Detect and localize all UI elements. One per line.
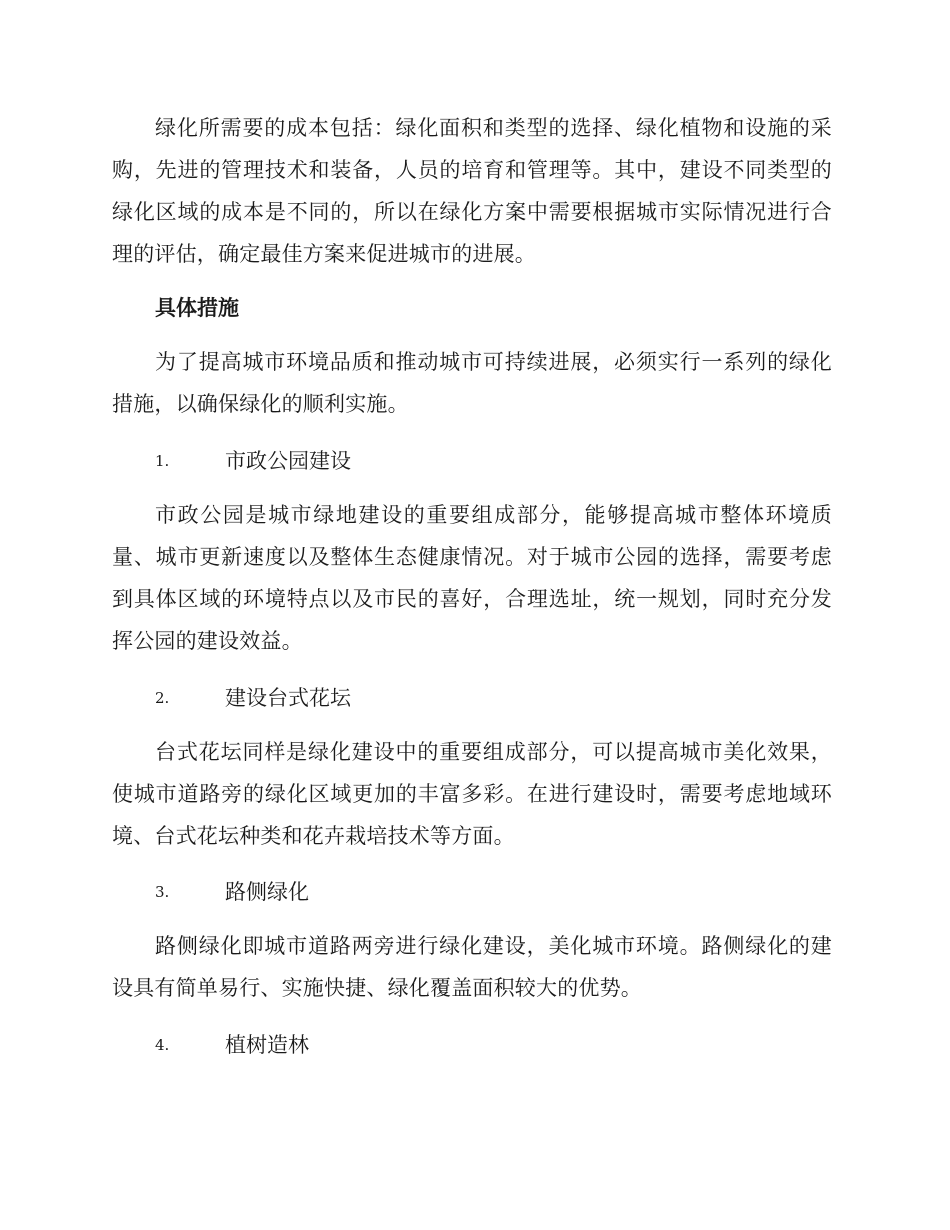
list-item-title: 市政公园建设 <box>225 449 351 473</box>
list-item-3 <box>155 877 309 907</box>
list-item-number: 1. <box>155 452 170 470</box>
intro-paragraph: 绿化所需要的成本包括：绿化面积和类型的选择、绿化植物和设施的采购，先进的管理技术和装备，人员的培育和管理等。其中，建设不同类型的绿化区域的成本是不同的，所以在绿化方案中需要根据城市实际情况进行合理的评估，确定最佳方案来促进城市的进展。 <box>112 116 832 266</box>
list-item-1 <box>155 446 351 476</box>
list-item-number: 4. <box>155 1036 170 1054</box>
list-item-title: 建设台式花坛 <box>225 686 351 710</box>
section-intro-paragraph: 为了提高城市环境品质和推动城市可持续进展，必须实行一系列的绿化措施，以确保绿化的顺利实施。 <box>112 350 832 416</box>
list-item-title: 植树造林 <box>225 1033 309 1057</box>
list-item-number: 2. <box>155 689 170 707</box>
list-item-body: 市政公园是城市绿地建设的重要组成部分，能够提高城市整体环境质量、城市更新速度以及整体生态健康情况。对于城市公园的选择，需要考虑到具体区域的环境特点以及市民的喜好，合理选址，统一规划，同时充分发挥公园的建设效益。 <box>112 503 832 653</box>
section-heading: 具体措施 <box>155 295 239 320</box>
list-item-title: 路侧绿化 <box>225 880 309 904</box>
list-item-4 <box>155 1030 309 1060</box>
list-item-body: 路侧绿化即城市道路两旁进行绿化建设，美化城市环境。路侧绿化的建设具有简单易行、实施快捷、绿化覆盖面积较大的优势。 <box>112 934 832 1000</box>
list-item-2 <box>155 683 351 713</box>
list-item-body: 台式花坛同样是绿化建设中的重要组成部分，可以提高城市美化效果，使城市道路旁的绿化区域更加的丰富多彩。在进行建设时，需要考虑地域环境、台式花坛种类和花卉栽培技术等方面。 <box>112 740 832 848</box>
list-item-number: 3. <box>155 883 170 901</box>
